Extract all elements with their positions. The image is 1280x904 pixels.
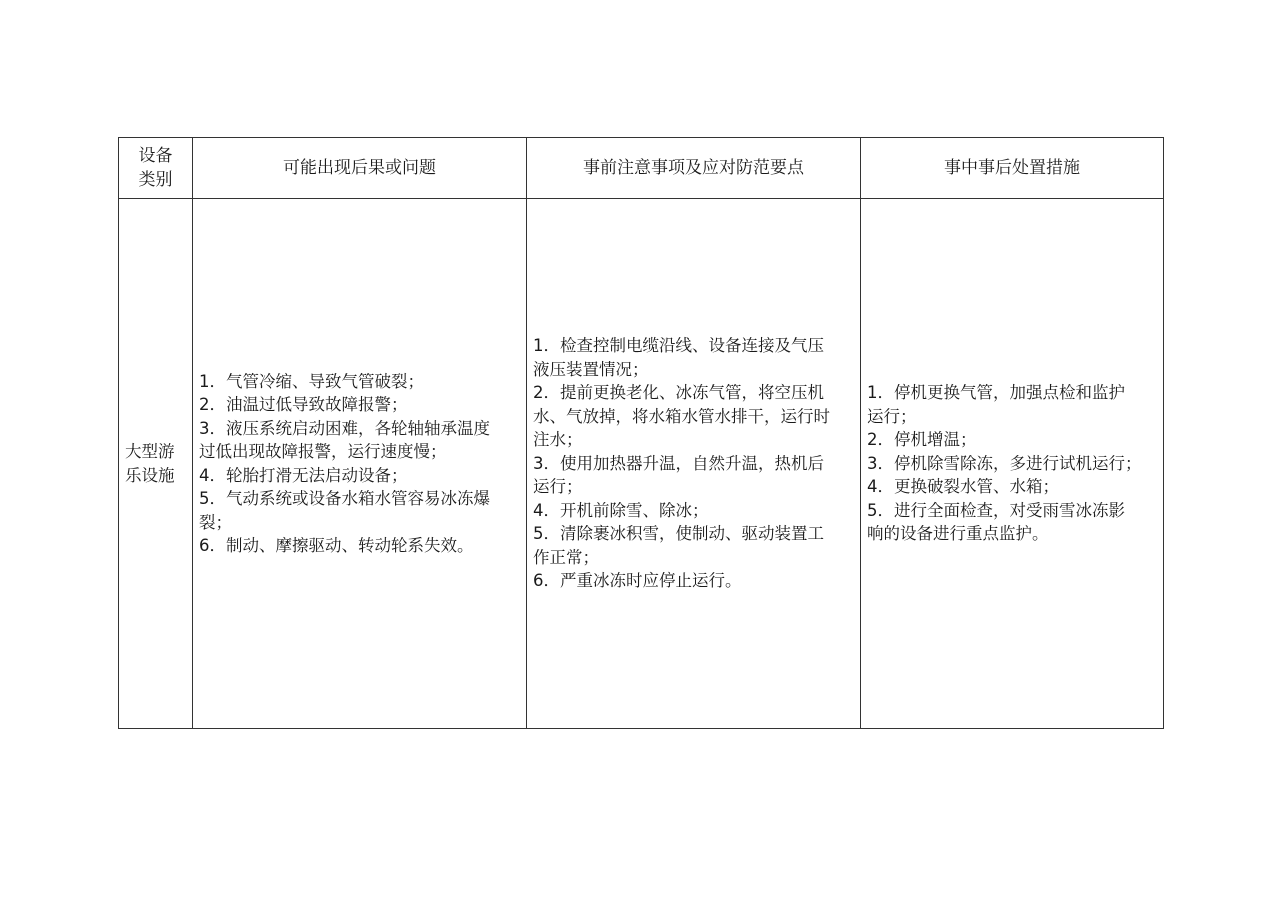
precaution-line: 2．提前更换老化、冰冻气管，将空压机 xyxy=(533,383,824,403)
measure-line: 运行； xyxy=(867,406,917,426)
header-row xyxy=(119,138,1164,199)
measure-line: 5．进行全面检查，对受雨雪冰冻影 xyxy=(867,500,1125,520)
equipment-table xyxy=(118,137,1164,729)
header-precautions xyxy=(527,138,861,199)
header-precautions-label: 事前注意事项及应对防范要点 xyxy=(583,158,804,178)
table-row xyxy=(119,199,1164,729)
precaution-line: 1．检查控制电缆沿线、设备连接及气压 xyxy=(533,336,824,356)
header-measures-label: 事中事后处置措施 xyxy=(944,158,1080,178)
measure-line: 4．更换破裂水管、水箱； xyxy=(867,477,1059,497)
category-cell xyxy=(119,199,193,729)
header-measures xyxy=(861,138,1164,199)
header-category-line: 类别 xyxy=(138,170,173,190)
category-line: 大型游 xyxy=(125,442,175,461)
measures-cell xyxy=(861,199,1164,729)
consequence-line: 1．气管冷缩、导致气管破裂； xyxy=(199,371,424,391)
precautions-cell xyxy=(527,199,861,729)
consequence-line: 过低出现故障报警，运行速度慢； xyxy=(199,442,447,461)
header-category xyxy=(119,138,193,199)
measure-line: 1．停机更换气管，加强点检和监护 xyxy=(867,383,1125,403)
header-category-line: 设备 xyxy=(138,146,173,166)
measure-line: 2．停机增温； xyxy=(867,430,977,450)
consequence-line: 3．液压系统启动困难，各轮轴轴承温度 xyxy=(199,418,490,438)
header-consequences-label: 可能出现后果或问题 xyxy=(283,158,436,178)
precaution-line: 作正常； xyxy=(533,547,599,567)
precaution-line: 运行； xyxy=(533,477,583,497)
consequence-line: 裂； xyxy=(199,512,232,532)
header-consequences xyxy=(193,138,527,199)
precaution-line: 液压装置情况； xyxy=(533,359,649,379)
consequence-line: 2．油温过低导致故障报警； xyxy=(199,395,408,414)
measure-line: 3．停机除雪除冻，多进行试机运行； xyxy=(867,453,1142,473)
precaution-line: 注水； xyxy=(533,430,583,450)
consequence-line: 4．轮胎打滑无法启动设备； xyxy=(199,465,408,485)
consequence-line: 6．制动、摩擦驱动、转动轮系失效。 xyxy=(199,536,474,555)
precaution-line: 3．使用加热器升温，自然升温，热机后 xyxy=(533,453,824,473)
precaution-line: 4．开机前除雪、除冰； xyxy=(533,500,709,520)
precaution-line: 5．清除裹冰积雪，使制动、驱动装置工 xyxy=(533,524,824,544)
consequences-cell xyxy=(193,199,527,729)
category-line: 乐设施 xyxy=(125,465,175,485)
consequence-line: 5．气动系统或设备水箱水管容易冰冻爆 xyxy=(199,489,490,508)
precaution-line: 6．严重冰冻时应停止运行。 xyxy=(533,571,742,591)
measure-line: 响的设备进行重点监护。 xyxy=(867,524,1049,544)
precaution-line: 水、气放掉，将水箱水管水排干，运行时 xyxy=(533,406,830,426)
